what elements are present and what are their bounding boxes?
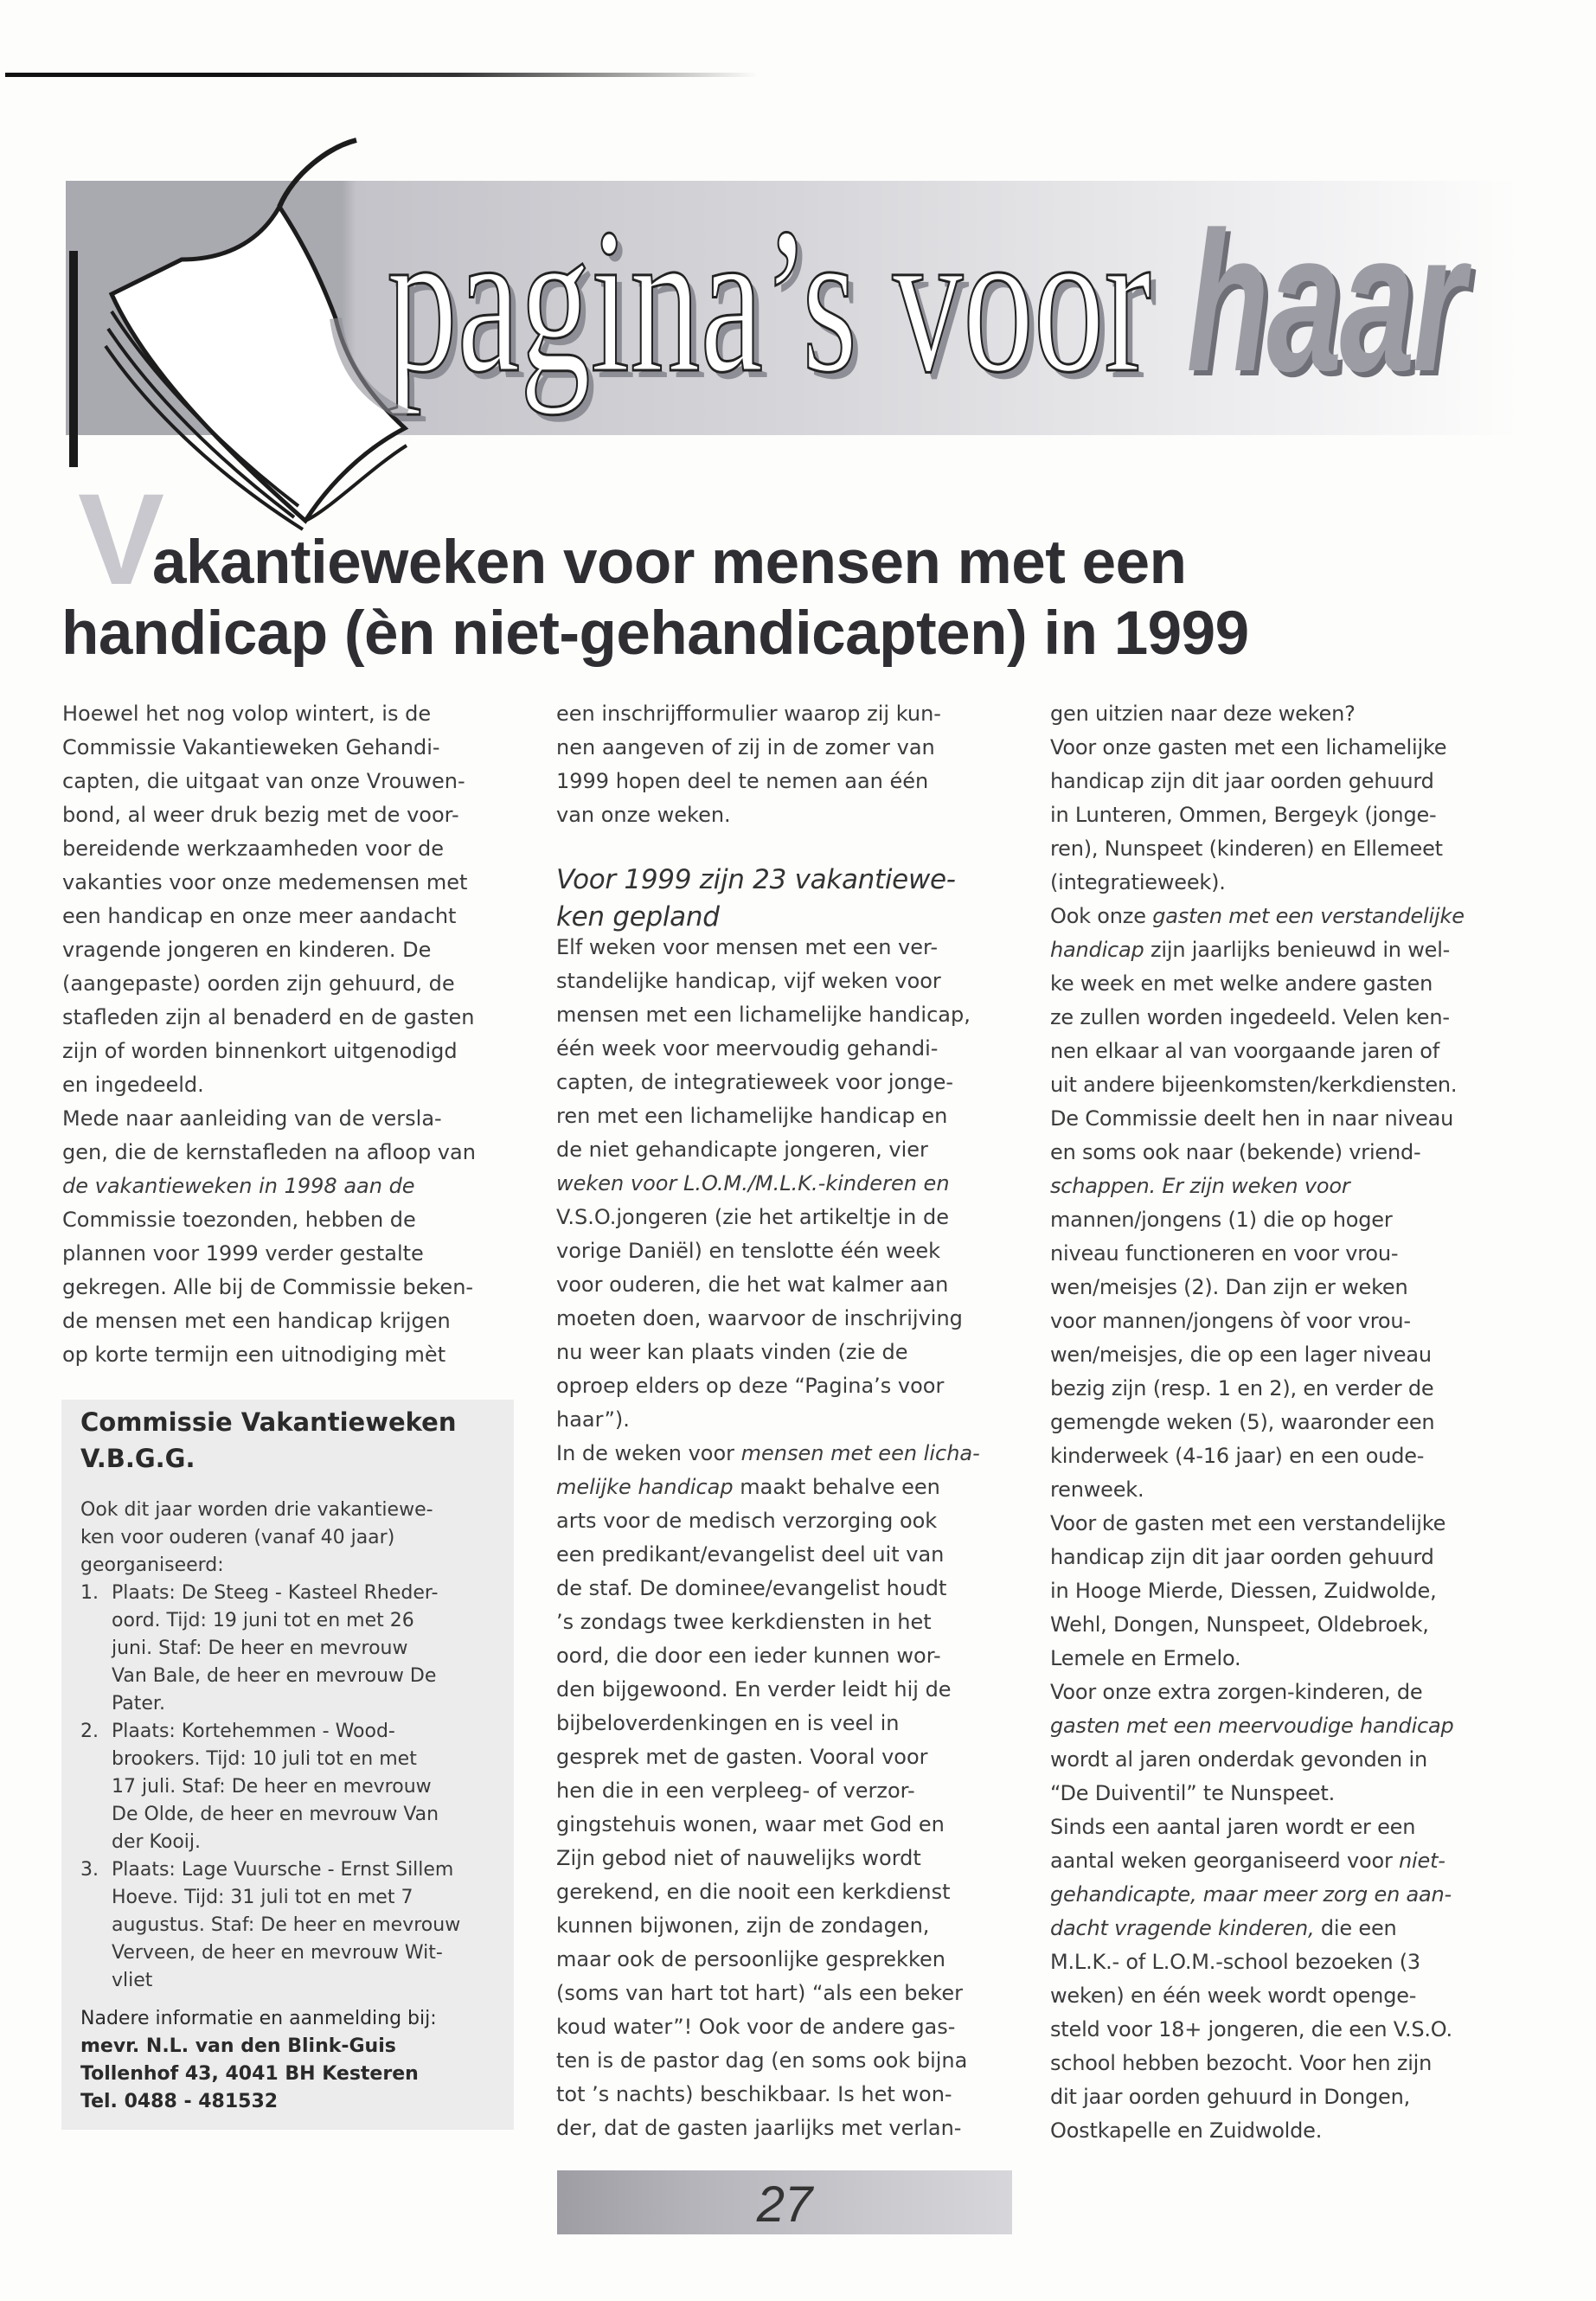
text-line: gemengde weken (5), waaronder een [1050, 1410, 1435, 1434]
subheading-line: ken gepland [556, 901, 720, 933]
text-line: De Commissie deelt hen in naar niveau [1050, 1106, 1454, 1131]
list-item-line: oord. Tijd: 19 juni tot en met 26 [112, 1610, 414, 1631]
contact-address: Tollenhof 43, 4041 BH Kesteren [80, 2063, 419, 2085]
text-line: de staf. De dominee/evangelist houdt [556, 1576, 947, 1600]
list-item [80, 1856, 460, 1884]
text-line: gekregen. Alle bij de Commissie beken- [62, 1275, 474, 1299]
text-line: steld voor 18+ jongeren, die een V.S.O. [1050, 2017, 1452, 2041]
text-line: Oostkapelle en Zuidwolde. [1050, 2118, 1323, 2143]
sidebar-intro-line: Ook dit jaar worden drie vakantiewe- [80, 1499, 433, 1521]
sidebar-body [80, 1497, 460, 1995]
text-line: nu weer kan plaats vinden (zie de [556, 1340, 908, 1364]
text-line: ren), Nunspeet (kinderen) en Ellemeet [1050, 836, 1443, 861]
text-line: ’s zondags twee kerkdiensten in het [556, 1610, 932, 1634]
sidebar-title-line: Commissie Vakantieweken [80, 1407, 457, 1437]
sidebar-title-line: V.B.G.G. [80, 1444, 195, 1473]
text-line: zijn of worden binnenkort uitgenodigd [62, 1039, 458, 1063]
text-line: Zijn gebod niet of nauwelijks wordt [556, 1846, 921, 1870]
section-title-part2: haar [1186, 190, 1464, 413]
text-line: Commissie toezonden, hebben de [62, 1208, 416, 1232]
text-line [1050, 900, 1465, 933]
contact-name: mevr. N.L. van den Blink-Guis [80, 2035, 396, 2057]
article-column-3 [1050, 697, 1465, 2148]
text-line [556, 1167, 980, 1201]
text-line: één week voor meervoudig gehandi- [556, 1036, 939, 1061]
headline-line-1: akantieweken voor mensen met een [152, 529, 1187, 597]
text-line: een handicap en onze meer aandacht [62, 904, 457, 928]
text-line: capten, die uitgaat van onze Vrouwen- [62, 769, 465, 793]
text-line: nen elkaar al van voorgaande jaren of [1050, 1039, 1439, 1063]
text-line [556, 1471, 980, 1504]
italic-text: de vakantieweken in 1998 aan de [62, 1174, 415, 1198]
list-item-line: brookers. Tijd: 10 juli tot en met [112, 1748, 417, 1770]
italic-text: melijke handicap [556, 1475, 734, 1499]
text-line: bijbeloverdenkingen en is veel in [556, 1711, 900, 1735]
text-line: en soms ook naar (bekende) vriend- [1050, 1140, 1421, 1164]
text-line: V.S.O.jongeren (zie het artikeltje in de [556, 1205, 950, 1229]
text-line: kunnen bijwonen, zijn de zondagen, [556, 1913, 930, 1938]
text-run: aantal weken georganiseerd voor [1050, 1849, 1400, 1873]
text-line: capten, de integratieweek voor jonge- [556, 1070, 954, 1094]
text-line: uit andere bijeenkomsten/kerkdiensten. [1050, 1073, 1458, 1097]
text-line [62, 1170, 476, 1203]
text-run: die een [1314, 1916, 1397, 1940]
list-item-line: juni. Staf: De heer en mevrouw [112, 1638, 408, 1659]
text-line: arts voor de medisch verzorging ook [556, 1509, 938, 1533]
text-line: de niet gehandicapte jongeren, vier [556, 1138, 928, 1162]
text-line: M.L.K.- of L.O.M.-school bezoeken (3 [1050, 1950, 1420, 1974]
text-line: voor ouderen, die het wat kalmer aan [556, 1272, 949, 1297]
text-line: school hebben bezocht. Voor hen zijn [1050, 2051, 1433, 2075]
text-line: Voor onze extra zorgen-kinderen, de [1050, 1680, 1423, 1704]
text-line: en ingedeeld. [62, 1073, 204, 1097]
text-line: oord, die door een ieder kunnen wor- [556, 1644, 941, 1668]
list-number: 2. [80, 1721, 99, 1742]
text-line: Wehl, Dongen, Nunspeet, Oldebroek, [1050, 1612, 1429, 1637]
list-item-text: Plaats: Lage Vuursche - Ernst Sillem [112, 1859, 454, 1881]
list-item-line: Verveen, de heer en mevrouw Wit- [112, 1942, 443, 1964]
text-line: (integratieweek). [1050, 870, 1226, 894]
text-line: “De Duiventil” te Nunspeet. [1050, 1781, 1336, 1805]
page-number: 27 [756, 2176, 813, 2233]
sidebar-intro-line: ken voor ouderen (vanaf 40 jaar) [80, 1527, 395, 1548]
text-line: bereidende werkzaamheden voor de [62, 836, 445, 861]
text-line [1050, 1170, 1465, 1203]
list-item-line: der Kooij. [112, 1831, 202, 1853]
text-line: Hoewel het nog volop wintert, is de [62, 702, 432, 726]
text-line [1050, 1709, 1465, 1743]
text-line: in Lunteren, Ommen, Bergeyk (jonge- [1050, 803, 1437, 827]
italic-text: gehandicapte, maar meer zorg en aan- [1050, 1882, 1452, 1907]
sidebar-intro-line: georganiseerd: [80, 1554, 224, 1576]
text-line: gen, die de kernstafleden na afloop van [62, 1140, 476, 1164]
list-item-text: Plaats: De Steeg - Kasteel Rheder- [112, 1582, 439, 1604]
italic-text: dacht vragende kinderen, [1050, 1916, 1315, 1940]
text-run: maakt behalve een [733, 1475, 940, 1499]
text-line: mensen met een lichamelijke handicap, [556, 1003, 971, 1027]
text-line: gingstehuis wonen, waar met God en [556, 1812, 945, 1836]
text-line: ten is de pastor dag (en soms ook bijna [556, 2048, 968, 2073]
text-line: Voor onze gasten met een lichamelijke [1050, 735, 1447, 760]
text-line: oproep elders op deze “Pagina’s voor [556, 1374, 945, 1398]
text-line [1050, 933, 1465, 967]
text-line: hen die in een verpleeg- of verzor- [556, 1779, 915, 1803]
text-line: Voor de gasten met een verstandelijke [1050, 1511, 1446, 1535]
text-line: handicap zijn dit jaar oorden gehuurd [1050, 1545, 1434, 1569]
text-line: der, dat de gasten jaarlijks met verlan- [556, 2116, 962, 2140]
article-column-2-body [556, 931, 980, 2145]
italic-text: gasten met een verstandelijke [1152, 904, 1465, 928]
text-line: niveau functioneren en voor vrou- [1050, 1241, 1399, 1266]
text-line [1050, 1878, 1465, 1912]
italic-text: gasten met een meervoudige handicap [1050, 1714, 1454, 1738]
list-item-line: Van Bale, de heer en mevrouw De [112, 1665, 437, 1687]
text-run: zijn jaarlijks benieuwd in wel- [1144, 938, 1451, 962]
sidebar-title [80, 1404, 457, 1477]
list-item-text: Plaats: Kortehemmen - Wood- [112, 1721, 395, 1742]
text-line: wen/meisjes, die op een lager niveau [1050, 1343, 1432, 1367]
subheading [556, 862, 956, 936]
text-line: mannen/jongens (1) die op hoger [1050, 1208, 1393, 1232]
text-line: handicap zijn dit jaar oorden gehuurd [1050, 769, 1434, 793]
text-line [1050, 1912, 1465, 1945]
text-line: de mensen met een handicap krijgen [62, 1309, 451, 1333]
italic-text: niet- [1399, 1849, 1445, 1873]
text-line: (soms van hart tot hart) “als een beker [556, 1981, 963, 2005]
text-line: 1999 hopen deel te nemen aan één [556, 769, 929, 793]
italic-text: weken voor L.O.M./M.L.K.-kinderen en [556, 1171, 950, 1195]
text-run: Ook onze [1050, 904, 1153, 928]
list-item-line: Pater. [112, 1693, 165, 1715]
text-line: dit jaar oorden gehuurd in Dongen, [1050, 2085, 1411, 2109]
text-line: haar”). [556, 1407, 630, 1432]
text-line: renweek. [1050, 1477, 1144, 1502]
text-line: stafleden zijn al benaderd en de gasten [62, 1005, 475, 1029]
text-line: een inschrijfformulier waarop zij kun- [556, 702, 941, 726]
text-line: Mede naar aanleiding van de versla- [62, 1106, 442, 1131]
text-line: wordt al jaren onderdak gevonden in [1050, 1747, 1427, 1772]
section-title-part1: pagina’s voor [387, 185, 1187, 415]
text-line: bezig zijn (resp. 1 en 2), en verder de [1050, 1376, 1434, 1400]
text-line: vorige Daniël) en tenslotte één week [556, 1239, 941, 1263]
text-line: vakanties voor onze medemensen met [62, 870, 468, 894]
text-line: op korte termijn een uitnodiging mèt [62, 1343, 446, 1367]
list-item [80, 1718, 460, 1746]
text-line [556, 1437, 980, 1471]
contact-phone: Tel. 0488 - 481532 [80, 2091, 279, 2112]
article-column-2-intro [556, 697, 941, 832]
text-line: koud water”! Ook voor de andere gas- [556, 2015, 956, 2039]
text-line: vragende jongeren en kinderen. De [62, 938, 432, 962]
italic-text: handicap [1050, 938, 1144, 962]
list-item [80, 1580, 460, 1607]
list-item-line: 17 juli. Staf: De heer en mevrouw [112, 1776, 432, 1798]
text-line: den bijgewoond. En verder leidt hij de [556, 1677, 952, 1702]
list-item-line: Hoeve. Tijd: 31 juli tot en met 7 [112, 1887, 413, 1908]
text-line: kinderweek (4-16 jaar) en een oude- [1050, 1444, 1425, 1468]
text-line: moeten doen, waarvoor de inschrijving [556, 1306, 963, 1330]
text-line: Lemele en Ermelo. [1050, 1646, 1241, 1670]
text-line: nen aangeven of zij in de zomer van [556, 735, 935, 760]
italic-text: schappen. Er zijn weken voor [1050, 1174, 1350, 1198]
list-item-line: De Olde, de heer en mevrouw Van [112, 1804, 439, 1825]
headline-line-2: handicap (èn niet-gehandicapten) in 1999 [61, 599, 1249, 668]
subheading-line: Voor 1999 zijn 23 vakantiewe- [556, 864, 956, 895]
text-line: in Hooge Mierde, Diessen, Zuidwolde, [1050, 1579, 1437, 1603]
text-line: Elf weken voor mensen met een ver- [556, 935, 938, 959]
text-line: plannen voor 1999 verder gestalte [62, 1241, 424, 1266]
list-number: 1. [80, 1582, 99, 1604]
text-line: wen/meisjes (2). Dan zijn er weken [1050, 1275, 1408, 1299]
text-line: gen uitzien naar deze weken? [1050, 702, 1356, 726]
text-line: standelijke handicap, vijf weken voor [556, 969, 941, 993]
drop-cap-letter: V [78, 466, 165, 612]
text-line: maar ook de persoonlijke gesprekken [556, 1947, 945, 1971]
text-line: ren met een lichamelijke handicap en [556, 1104, 948, 1128]
list-item-line: augustus. Staf: De heer en mevrouw [112, 1914, 461, 1936]
sidebar-contact [80, 2005, 437, 2116]
text-line: gesprek met de gasten. Vooral voor [556, 1745, 928, 1769]
list-number: 3. [80, 1859, 99, 1881]
text-line: ze zullen worden ingedeeld. Velen ken- [1050, 1005, 1450, 1029]
text-line: een predikant/evangelist deel uit van [556, 1542, 945, 1567]
text-line: weken) en één week wordt openge- [1050, 1984, 1417, 2008]
text-line: van onze weken. [556, 803, 731, 827]
text-line: tot ’s nachts) beschikbaar. Is het won- [556, 2082, 952, 2106]
section-title [387, 185, 1464, 470]
contact-intro: Nadere informatie en aanmelding bij: [80, 2008, 437, 2029]
text-line: bond, al weer druk bezig met de voor- [62, 803, 459, 827]
article-column-1 [62, 697, 476, 1372]
text-run: In de weken voor [556, 1441, 741, 1465]
text-line: (aangepaste) oorden zijn gehuurd, de [62, 971, 455, 996]
text-line: voor mannen/jongens òf voor vrou- [1050, 1309, 1411, 1333]
text-line: Commissie Vakantieweken Gehandi- [62, 735, 440, 760]
italic-text: mensen met een licha- [740, 1441, 980, 1465]
text-line: ke week en met welke andere gasten [1050, 971, 1433, 996]
text-line: gerekend, en die nooit een kerkdienst [556, 1880, 951, 1904]
text-line [1050, 1844, 1465, 1878]
text-line: Sinds een aantal jaren wordt er een [1050, 1815, 1416, 1839]
list-item-line: vliet [112, 1970, 153, 1991]
